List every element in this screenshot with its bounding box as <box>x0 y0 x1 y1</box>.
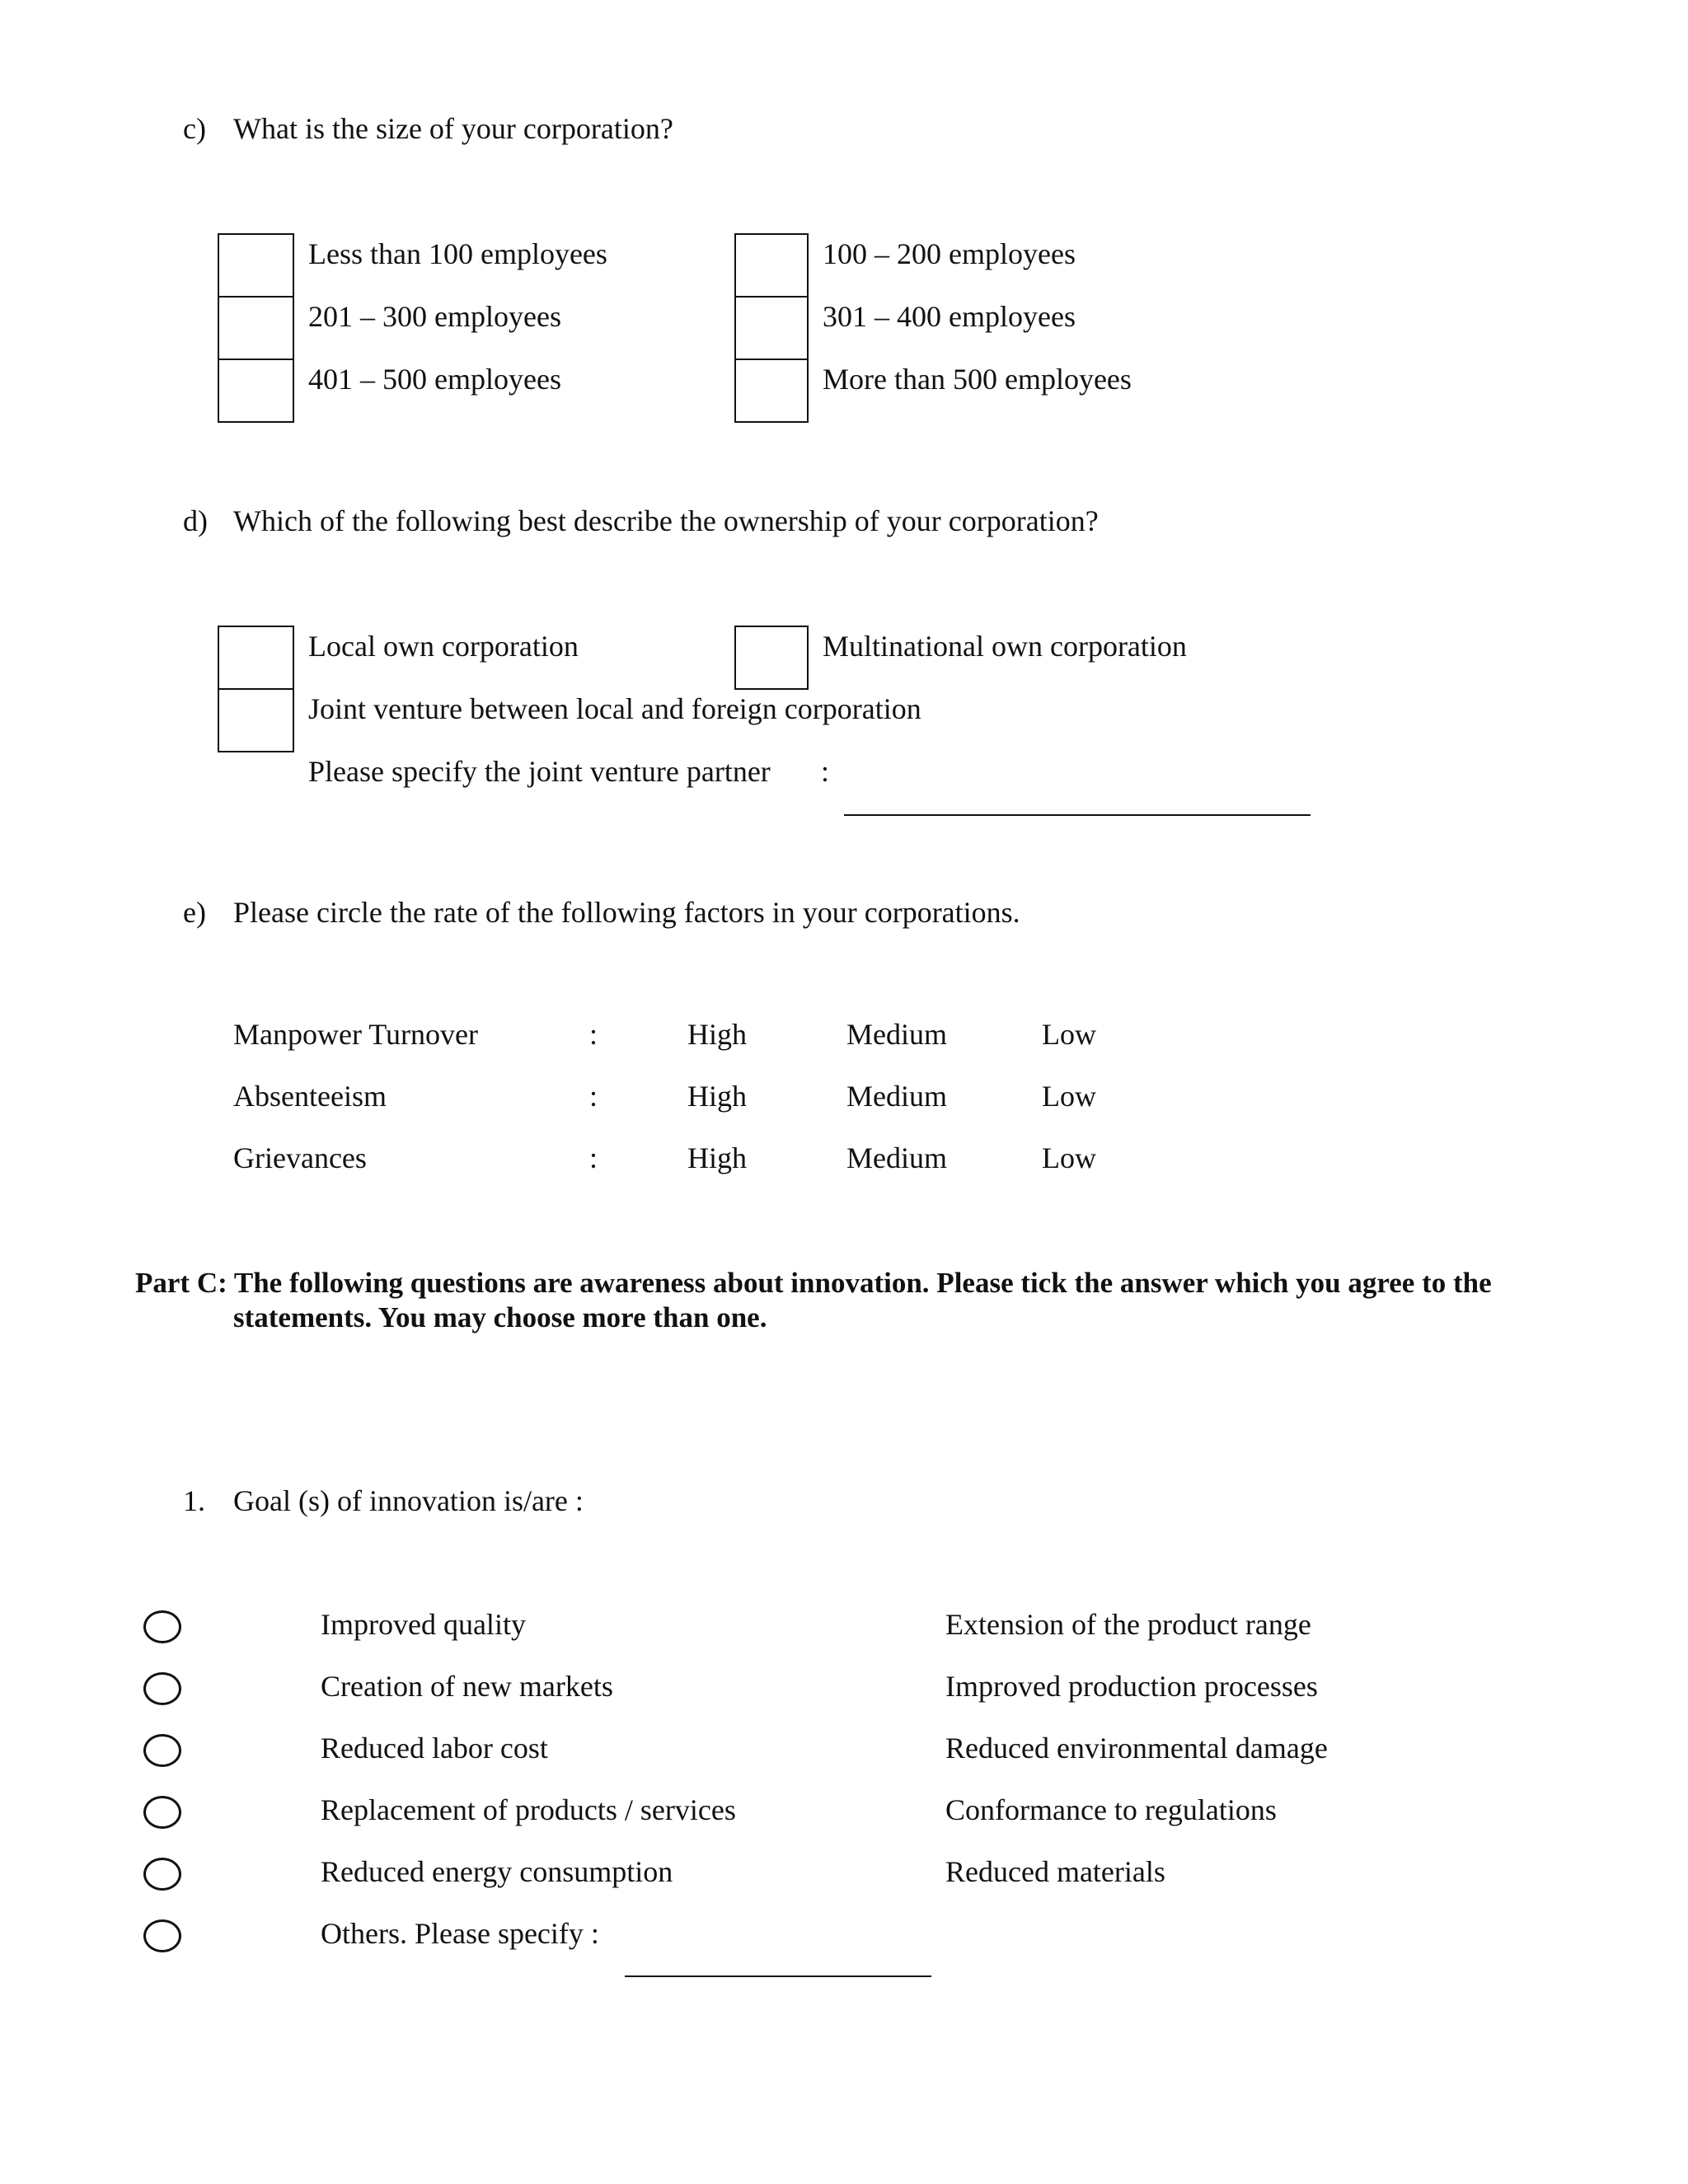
goal-option-label: Replacement of products / services <box>321 1793 736 1826</box>
question-e-text: Please circle the rate of the following factors in your corporations. <box>233 896 1020 929</box>
goal-option-circle[interactable] <box>143 1734 181 1767</box>
factor-colon: : <box>589 1018 598 1051</box>
goal-option-label: Reduced materials <box>945 1855 1165 1888</box>
joint-venture-specify-label: Please specify the joint venture partner <box>308 755 771 788</box>
size-checkbox-201-300[interactable] <box>218 296 294 360</box>
goal-option-circle[interactable] <box>143 1672 181 1705</box>
rating-low[interactable]: Low <box>1042 1141 1096 1174</box>
factor-label: Absenteeism <box>233 1080 387 1113</box>
rating-high[interactable]: High <box>687 1018 747 1051</box>
rating-low[interactable]: Low <box>1042 1018 1096 1051</box>
goal-option-circle[interactable] <box>143 1796 181 1829</box>
rating-medium[interactable]: Medium <box>846 1018 947 1051</box>
part-c-heading: Part C: The following questions are awareness about innovation. Please tick the answer which you agree to the <box>135 1267 1492 1299</box>
goal-option-label: Reduced labor cost <box>321 1732 548 1765</box>
rating-medium[interactable]: Medium <box>846 1141 947 1174</box>
goal-option-label: Creation of new markets <box>321 1670 613 1703</box>
size-checkbox-100-200[interactable] <box>734 233 809 298</box>
question-e-label: e) <box>183 896 206 929</box>
question-1-text: Goal (s) of innovation is/are : <box>233 1484 584 1517</box>
ownership-checkbox-local[interactable] <box>218 626 294 690</box>
question-c-label: c) <box>183 112 206 145</box>
joint-venture-partner-field[interactable] <box>844 814 1311 816</box>
ownership-option-label: Local own corporation <box>308 630 579 663</box>
goal-option-label: Improved quality <box>321 1608 526 1641</box>
question-c-text: What is the size of your corporation? <box>233 112 673 145</box>
part-c-heading-continued: statements. You may choose more than one. <box>233 1301 767 1333</box>
factor-colon: : <box>589 1080 598 1113</box>
size-checkbox-less-100[interactable] <box>218 233 294 298</box>
joint-venture-colon: : <box>821 755 830 788</box>
goal-option-label: Reduced energy consumption <box>321 1855 673 1888</box>
size-checkbox-301-400[interactable] <box>734 296 809 360</box>
goal-option-label: Extension of the product range <box>945 1608 1311 1641</box>
goal-option-label: Conformance to regulations <box>945 1793 1277 1826</box>
goal-others-label: Others. Please specify : <box>321 1917 599 1950</box>
rating-high[interactable]: High <box>687 1080 747 1113</box>
size-option-label: 201 – 300 employees <box>308 300 561 333</box>
ownership-option-label: Joint venture between local and foreign corporation <box>308 692 921 725</box>
size-option-label: 100 – 200 employees <box>823 237 1076 270</box>
size-checkbox-401-500[interactable] <box>218 359 294 423</box>
goal-option-label: Reduced environmental damage <box>945 1732 1328 1765</box>
ownership-option-label: Multinational own corporation <box>823 630 1187 663</box>
question-d-text: Which of the following best describe the ownership of your corporation? <box>233 504 1099 537</box>
rating-medium[interactable]: Medium <box>846 1080 947 1113</box>
goal-option-label: Improved production processes <box>945 1670 1318 1703</box>
size-option-label: More than 500 employees <box>823 363 1132 396</box>
question-d-label: d) <box>183 504 208 537</box>
goal-option-circle[interactable] <box>143 1919 181 1952</box>
size-option-label: Less than 100 employees <box>308 237 607 270</box>
ownership-checkbox-joint-venture[interactable] <box>218 688 294 752</box>
goal-others-specify-field[interactable] <box>625 1975 931 1977</box>
size-checkbox-more-500[interactable] <box>734 359 809 423</box>
ownership-checkbox-multinational[interactable] <box>734 626 809 690</box>
rating-high[interactable]: High <box>687 1141 747 1174</box>
size-option-label: 401 – 500 employees <box>308 363 561 396</box>
goal-option-circle[interactable] <box>143 1610 181 1643</box>
factor-colon: : <box>589 1141 598 1174</box>
size-option-label: 301 – 400 employees <box>823 300 1076 333</box>
factor-label: Grievances <box>233 1141 367 1174</box>
goal-option-circle[interactable] <box>143 1858 181 1891</box>
factor-label: Manpower Turnover <box>233 1018 478 1051</box>
rating-low[interactable]: Low <box>1042 1080 1096 1113</box>
question-1-label: 1. <box>183 1484 205 1517</box>
